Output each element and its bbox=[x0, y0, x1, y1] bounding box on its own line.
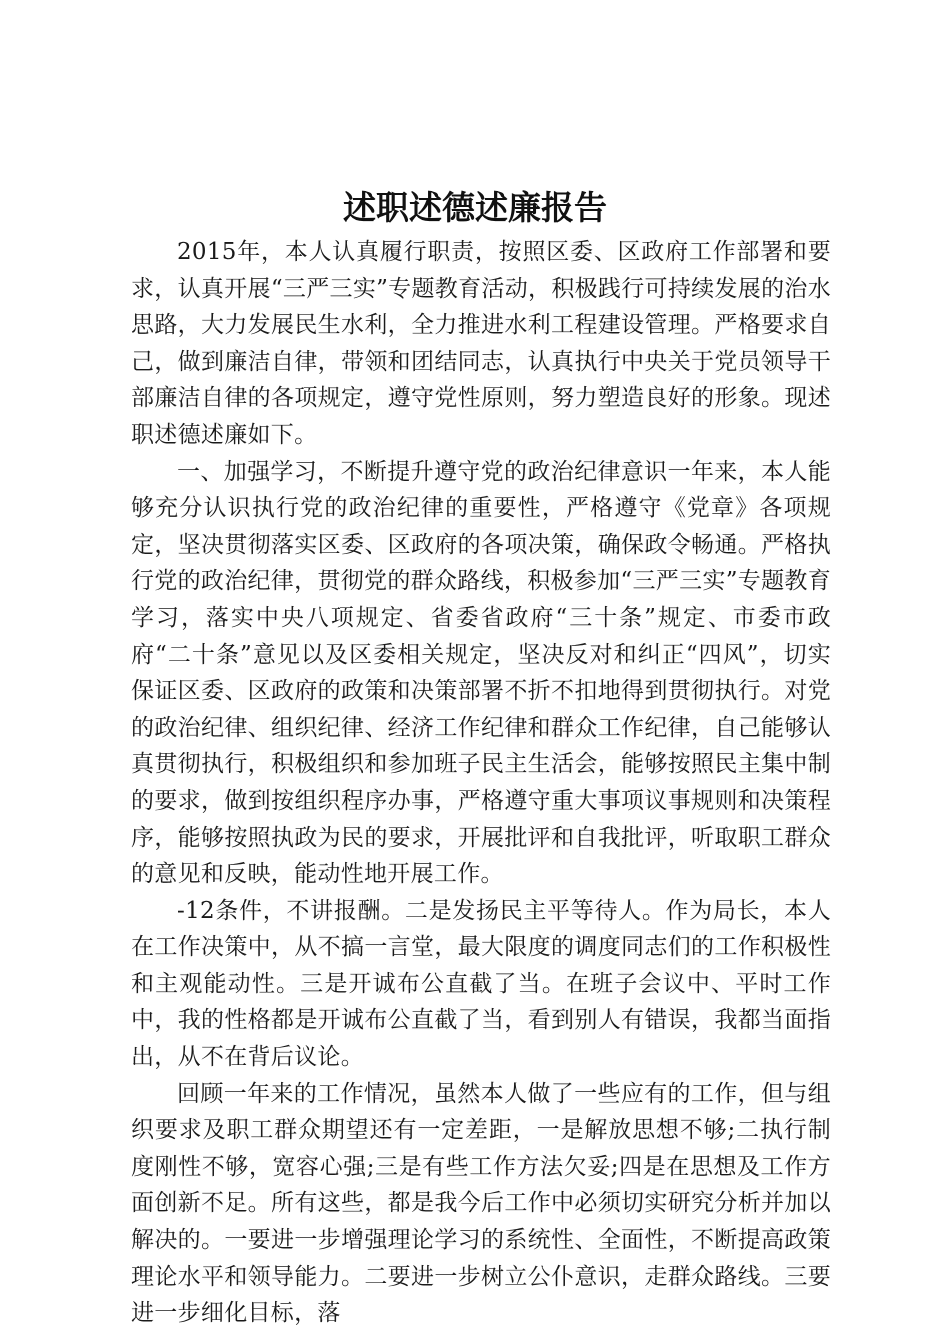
paragraph-study-discipline: 一、加强学习，不断提升遵守党的政治纪律意识一年来，本人能够充分认识执行党的政治纪律的重要性，严格遵守《党章》各项规定，坚决贯彻落实区委、区政府的各项决策，确保政令畅通。严格执行党的政治纪律，贯彻党的群众路线，积极参加“三严三实”专题教育学习，落实中央八项规定、省委省政府“三十条”规定、市委市政府“二十条”意见以及区委相关规定，坚决反对和纠正“四风”，切实保证区委、区政府的政策和决策部署不折不扣地得到贯彻执行。对党的政治纪律、组织纪律、经济工作纪律和群众工作纪律，自己能够认真贯彻执行，积极组织和参加班子民主生活会，能够按照民主集中制的要求，做到按组织程序办事，严格遵守重大事项议事规则和决策程序，能够按照执政为民的要求，开展批评和自我批评，听取职工群众的意见和反映，能动性地开展工作。 bbox=[131, 458, 831, 888]
document-body bbox=[131, 234, 831, 1332]
paragraph-democracy: -12条件，不讲报酬。二是发扬民主平等待人。作为局长，本人在工作决策中，从不搞一言堂，最大限度的调度同志们的工作积极性和主观能动性。三是开诚布公直截了当。在班子会议中、平时工作中，我的性格都是开诚布公直截了当，看到别人有错误，我都当面指出，从不在背后议论。 bbox=[131, 897, 831, 1071]
paragraph-intro: 2015年，本人认真履行职责，按照区委、区政府工作部署和要求，认真开展“三严三实”专题教育活动，积极践行可持续发展的治水思路，大力发展民生水利，全力推进水利工程建设管理。严格要求自己，做到廉洁自律，带领和团结同志，认真执行中央关于党员领导干部廉洁自律的各项规定，遵守党性原则，努力塑造良好的形象。现述职述德述廉如下。 bbox=[131, 239, 831, 448]
document-title: 述职述德述廉报告 bbox=[343, 188, 607, 227]
paragraph-review: 回顾一年来的工作情况，虽然本人做了一些应有的工作，但与组织要求及职工群众期望还有一定差距，一是解放思想不够;二执行制度刚性不够，宽容心强;三是有些工作方法欠妥;四是在思想及工作方面创新不足。所有这些，都是我今后工作中必须切实研究分析并加以解决的。一要进一步增强理论学习的系统性、全面性，不断提高政策理论水平和领导能力。二要进一步树立公仆意识，走群众路线。三要进一步细化目标，落 bbox=[131, 1080, 831, 1327]
